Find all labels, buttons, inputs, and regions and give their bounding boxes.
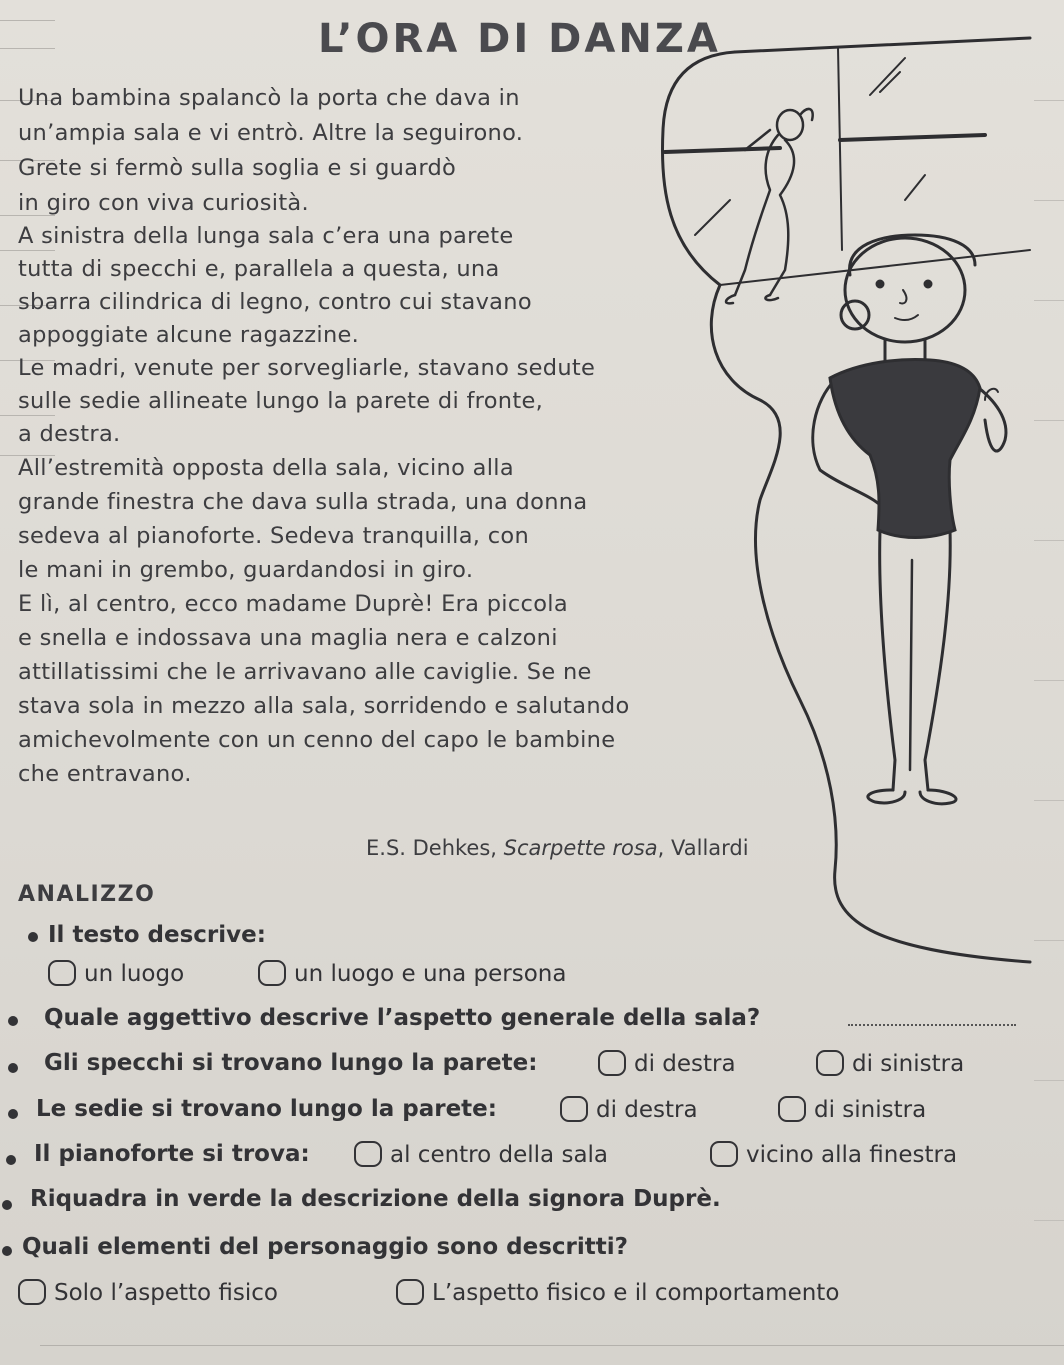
q7-option-1[interactable] [18,1279,278,1306]
q1-option-1[interactable] [48,960,184,987]
question-7 [22,1234,628,1260]
question-6-label: Riquadra in verde la descrizione della signora Duprè. [30,1186,721,1212]
source-publisher: , Vallardi [657,836,749,860]
q7-option-1-label: Solo l’aspetto fisico [54,1280,278,1306]
q7-option-2[interactable] [396,1279,839,1306]
q4-option-2[interactable] [778,1096,926,1123]
story-line: All’estremità opposta della sala, vicino alla [18,455,514,481]
q7-option-2-label: L’aspetto fisico e il comportamento [432,1280,840,1306]
checkbox-icon[interactable] [396,1279,424,1305]
story-line: Una bambina spalancò la porta che dava in [18,85,520,111]
q1-option-1-label: un luogo [84,961,185,987]
q5-option-1[interactable] [354,1141,608,1168]
bullet-dot-icon [8,1063,18,1073]
story-line: amichevolmente con un cenno del capo le bambine [18,727,616,753]
question-1 [48,922,266,948]
question-5-label: Il pianoforte si trova: [34,1141,310,1167]
question-2-label: Quale aggettivo descrive l’aspetto generale della sala? [44,1005,761,1031]
story-line: Grete si fermò sulla soglia e si guardò [18,155,457,181]
bullet-dot-icon [28,932,38,942]
story-line: attillatissimi che le arrivavano alle caviglie. Se ne [18,659,592,685]
story-line: sedeva al pianoforte. Sedeva tranquilla, con [18,523,530,549]
question-7-label: Quali elementi del personaggio sono descritti? [22,1234,628,1260]
question-4 [36,1096,497,1122]
q1-option-2[interactable] [258,960,566,987]
story-line: le mani in grembo, guardandosi in giro. [18,557,474,583]
question-3-label: Gli specchi si trovano lungo la parete: [44,1050,538,1076]
answer-blank-line[interactable] [848,1024,1016,1026]
page-bottom-edge [40,1345,1064,1346]
page-title: L’ORA DI DANZA [318,16,721,62]
q3-option-1-label: di destra [634,1051,736,1077]
checkbox-icon[interactable] [560,1096,588,1122]
question-1-label: Il testo descrive: [48,922,266,948]
bullet-dot-icon [2,1246,12,1256]
q4-option-1[interactable] [560,1096,698,1123]
source-citation [366,836,749,860]
q4-option-1-label: di destra [596,1097,698,1123]
q5-option-1-label: al centro della sala [390,1142,609,1168]
question-5 [34,1141,310,1167]
story-line: un’ampia sala e vi entrò. Altre la seguirono. [18,120,524,146]
checkbox-icon[interactable] [778,1096,806,1122]
q5-option-2-label: vicino alla finestra [746,1142,958,1168]
checkbox-icon[interactable] [816,1050,844,1076]
checkbox-icon[interactable] [354,1141,382,1167]
q5-option-2[interactable] [710,1141,957,1168]
story-line: A sinistra della lunga sala c’era una parete [18,223,514,249]
checkbox-icon[interactable] [710,1141,738,1167]
story-line: Le madri, venute per sorvegliarle, stavano sedute [18,355,596,381]
story-line: sulle sedie allineate lungo la parete di fronte, [18,388,544,414]
checkbox-icon[interactable] [258,960,286,986]
question-3 [44,1050,537,1076]
question-6 [30,1186,721,1212]
story-line: a destra. [18,421,121,447]
q4-option-2-label: di sinistra [814,1097,927,1123]
story-line: sbarra cilindrica di legno, contro cui stavano [18,289,532,315]
source-book: Scarpette rosa [503,836,658,860]
story-line: tutta di specchi e, parallela a questa, una [18,256,500,282]
section-heading: ANALIZZO [18,882,156,907]
source-author: E.S. Dehkes, [366,836,497,860]
bullet-dot-icon [8,1016,18,1026]
question-2 [44,1005,760,1031]
story-line: in giro con viva curiosità. [18,190,309,216]
checkbox-icon[interactable] [48,960,76,986]
checkbox-icon[interactable] [18,1279,46,1305]
story-line: appoggiate alcune ragazzine. [18,322,360,348]
q3-option-2[interactable] [816,1050,964,1077]
story-line: E lì, al centro, ecco madame Duprè! Era piccola [18,591,568,617]
bullet-dot-icon [8,1109,18,1119]
q1-option-2-label: un luogo e una persona [294,961,567,987]
story-line: stava sola in mezzo alla sala, sorridendo e salutando [18,693,630,719]
story-line: che entravano. [18,761,192,787]
q3-option-1[interactable] [598,1050,736,1077]
story-line: grande finestra che dava sulla strada, una donna [18,489,588,515]
question-4-label: Le sedie si trovano lungo la parete: [36,1096,497,1122]
bullet-dot-icon [2,1200,12,1210]
story-line: e snella e indossava una maglia nera e calzoni [18,625,558,651]
bullet-dot-icon [6,1155,16,1165]
q3-option-2-label: di sinistra [852,1051,965,1077]
checkbox-icon[interactable] [598,1050,626,1076]
